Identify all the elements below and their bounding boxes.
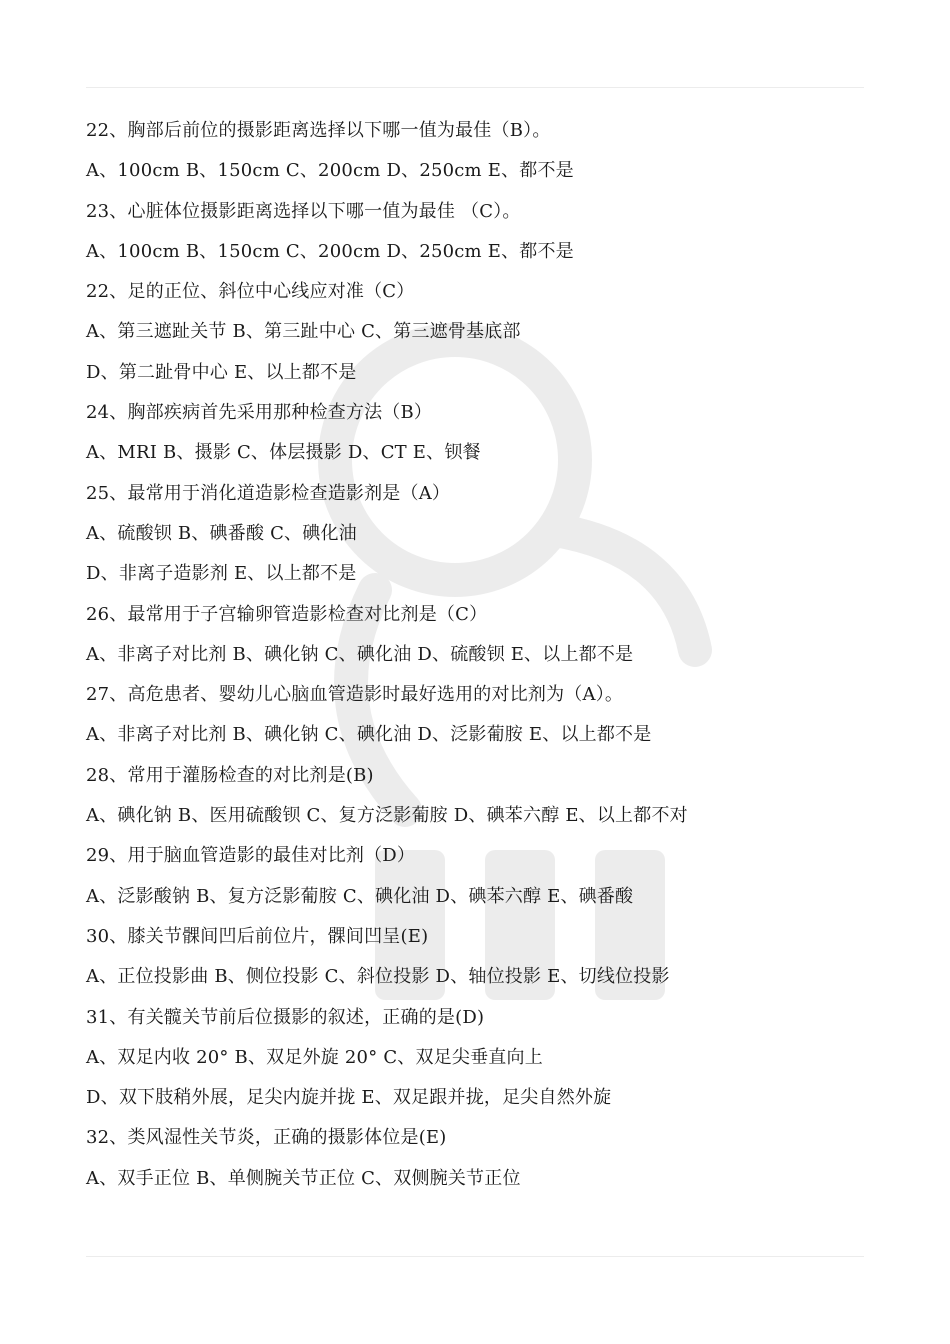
question-29-options: A、泛影酸钠 B、复方泛影葡胺 C、碘化油 D、碘苯六醇 E、碘番酸	[86, 885, 634, 907]
question-25-options-1: A、硫酸钡 B、碘番酸 C、碘化油	[86, 522, 357, 544]
question-31-stem: 31、有关髋关节前后位摄影的叙述，正确的是(D)	[86, 1006, 485, 1028]
question-22-options: A、100cm B、150cm C、200cm D、250cm E、都不是	[86, 160, 574, 182]
question-23-options: A、100cm B、150cm C、200cm D、250cm E、都不是	[86, 240, 574, 262]
question-29-stem: 29、用于脑血管造影的最佳对比剂（D）	[86, 845, 416, 867]
question-22b-options-1: A、第三遮趾关节 B、第三趾中心 C、第三遮骨基底部	[86, 321, 521, 343]
question-32-options: A、双手正位 B、单侧腕关节正位 C、双侧腕关节正位	[86, 1167, 521, 1189]
question-30-options: A、正位投影曲 B、侧位投影 C、斜位投影 D、轴位投影 E、切线位投影	[86, 966, 670, 988]
question-32-stem: 32、类风湿性关节炎，正确的摄影体位是(E)	[86, 1127, 447, 1149]
question-28-stem: 28、常用于灌肠检查的对比剂是(B)	[86, 764, 374, 786]
question-27-stem: 27、高危患者、婴幼儿心脑血管造影时最好选用的对比剂为（A）。	[86, 684, 624, 706]
question-28-options: A、碘化钠 B、医用硫酸钡 C、复方泛影葡胺 D、碘苯六醇 E、以上都不对	[86, 805, 688, 827]
question-30-stem: 30、膝关节髁间凹后前位片，髁间凹呈(E)	[86, 925, 429, 947]
question-25-options-2: D、非离子造影剂 E、以上都不是	[86, 563, 357, 585]
question-23-stem: 23、心脏体位摄影距离选择以下哪一值为最佳 （C）。	[86, 200, 521, 222]
question-26-stem: 26、最常用于子宫输卵管造影检查对比剂是（C）	[86, 603, 488, 625]
question-22b-options-2: D、第二趾骨中心 E、以上都不是	[86, 361, 357, 383]
footer-rule	[86, 1256, 864, 1257]
question-27-options: A、非离子对比剂 B、碘化钠 C、碘化油 D、泛影葡胺 E、以上都不是	[86, 724, 652, 746]
question-31-options-2: D、双下肢稍外展，足尖内旋并拢 E、双足跟并拢，足尖自然外旋	[86, 1087, 612, 1109]
question-list	[86, 111, 886, 1199]
question-24-stem: 24、胸部疾病首先采用那种检查方法（B）	[86, 402, 433, 424]
question-22-stem: 22、胸部后前位的摄影距离选择以下哪一值为最佳（B）。	[86, 120, 551, 141]
question-31-options-1: A、双足内收 20° B、双足外旋 20° C、双足尖垂直向上	[86, 1046, 543, 1068]
header-rule	[86, 87, 864, 88]
question-26-options: A、非离子对比剂 B、碘化钠 C、碘化油 D、硫酸钡 E、以上都不是	[86, 643, 634, 665]
question-24-options: A、MRI B、摄影 C、体层摄影 D、CT E、钡餐	[86, 442, 481, 464]
question-22b-stem: 22、足的正位、斜位中心线应对准（C）	[86, 281, 415, 303]
question-25-stem: 25、最常用于消化道造影检查造影剂是（A）	[86, 482, 451, 504]
